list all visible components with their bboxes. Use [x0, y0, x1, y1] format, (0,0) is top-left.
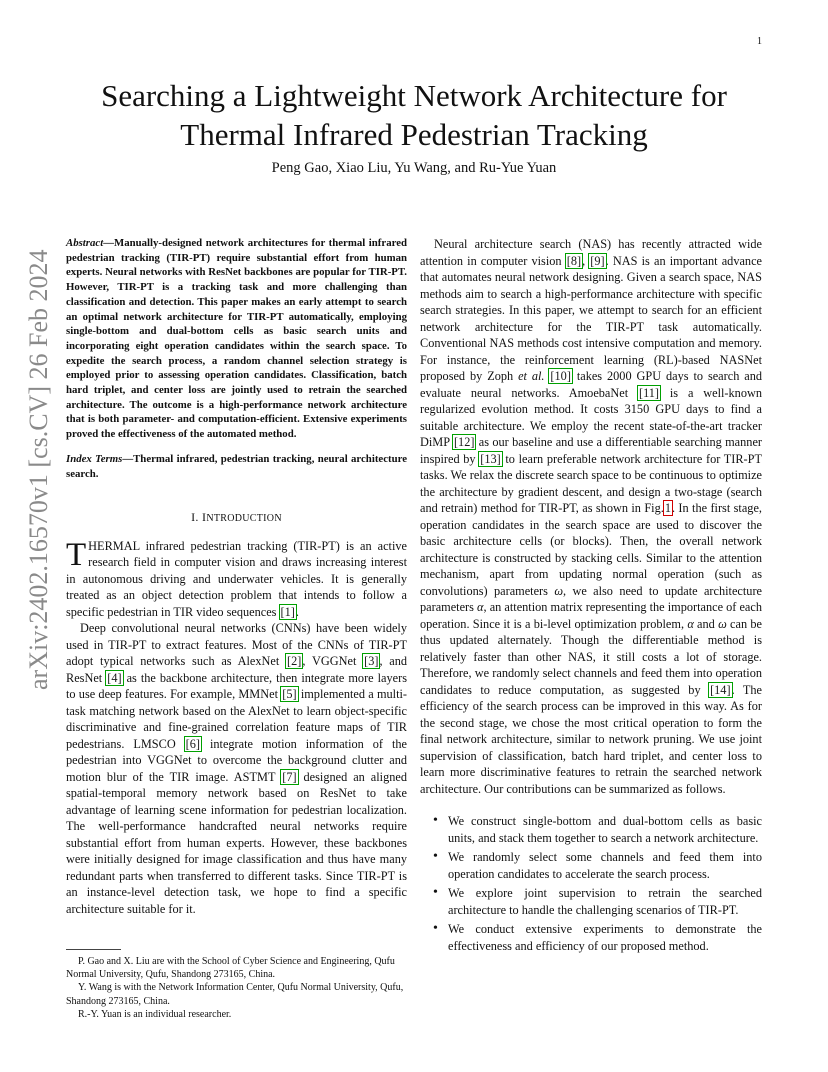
list-item: • We explore joint supervision to retrain the searched architecture to handle the challenging scenarios of TIR-PT. — [446, 885, 762, 918]
footnote-rule — [66, 949, 121, 950]
abstract — [66, 236, 407, 442]
title-line-2: Thermal Infrared Pedestrian Tracking — [180, 117, 648, 152]
drop-cap: T — [66, 536, 87, 573]
intro-p2-text: Deep convolutional neural networks (CNNs) have been widely used in TIR-PT to extract features. Most of the CNNs of TIR-PT adopt typical networks such as AlexNet — [66, 621, 407, 669]
figure-link[interactable]: 1 — [664, 501, 671, 515]
right-p1-text: et al. — [518, 369, 545, 383]
citation-link[interactable]: [4] — [107, 670, 122, 685]
right-p1-text: to learn preferable network architecture for TIR-PT tasks. We relax the discrete search space to be continuous to optimize the architecture by gradient descent, and design a two-stage (search and retrain) method for TIR-PT, as shown in Fig. — [420, 451, 762, 515]
intro-p2-text: implemented a multi-task matching network based on the AlexNet to learn object-specific discriminative and fine-grained correlation feature maps of TIR pedestrians. LMSCO — [66, 687, 408, 751]
footnote-3: R.-Y. Yuan is an individual researcher. — [78, 1008, 232, 1020]
left-column — [66, 236, 407, 917]
citation-link[interactable]: [12] — [453, 435, 475, 449]
contributions-list — [420, 813, 762, 954]
title-line-1: Searching a Lightweight Network Architecture for — [101, 78, 727, 113]
citation-link[interactable]: [9] — [590, 253, 605, 268]
right-p1-text: , an attention matrix representing the importance of each operation. Since it is a bi-level optimization problem, — [420, 600, 763, 631]
arxiv-identifier-text[interactable]: arXiv:2402.16570v1 [cs.CV] 26 Feb 2024 — [24, 249, 53, 690]
math-symbol: α — [687, 616, 694, 631]
citation-link[interactable]: [10] — [550, 369, 571, 383]
authors: Peng Gao, Xiao Liu, Yu Wang, and Ru-Yue Yuan — [271, 160, 557, 176]
right-p1-text: Neural architecture search (NAS) has recently attracted wide attention in computer vision — [420, 237, 762, 268]
intro-p2-text: , VGGNet — [302, 654, 364, 669]
right-p1-text: and — [693, 616, 719, 631]
list-item: • We randomly select some channels and feed them into operation candidates to accelerate the search process. — [446, 849, 762, 882]
abstract-text: —Manually-designed network architectures for thermal infrared pedestrian tracking (TIR-PT) require substantial effort from human experts. Neural networks with ResNet backbones are popular for TIR-PT. However, TIR-PT is a tracking task and more challenging than classification and detection. This paper makes an early attempt to search an optimal network architecture for TIR-PT automatically, employing single-bottom and dual-bottom cells as basic search units and incorporating eight operation candidates within the search space. To expedite the search process, a random channel selection strategy is employed prior to assessing operation candidates. Classification, batch hard triplet, and center loss are jointly used to retrain the searched architecture. The outcome is a high-performance network architecture that is both parameter- and computation-efficient. Extensive experiments proved the effectiveness of the automated method. — [66, 237, 407, 441]
citation-link[interactable]: [13] — [480, 451, 501, 466]
index-terms — [66, 452, 407, 481]
index-terms-text: —Thermal infrared, pedestrian tracking, neural architecture search. — [66, 452, 407, 480]
right-p1-text: , we also need to update architecture parameters — [420, 583, 763, 614]
intro-p1-end: . — [295, 604, 299, 619]
right-p1-text: is a well-known regularized evolution method. It costs 3150 GPU days to find a suitable architecture. We employ the recent state-of-the-art tracker DiMP — [420, 385, 762, 449]
citation-link[interactable]: [14] — [710, 682, 731, 697]
right-column — [420, 236, 762, 957]
page-number: 1 — [757, 36, 762, 47]
citation-link[interactable]: [5] — [282, 687, 297, 702]
citation-link[interactable]: [2] — [287, 654, 302, 669]
index-terms-lead: Index Terms — [66, 452, 123, 465]
footnotes — [66, 949, 407, 1021]
math-symbol: ω — [554, 583, 563, 598]
citation-link[interactable]: [1] — [280, 604, 295, 619]
section-heading-rest: NTRODUCTION — [206, 513, 282, 525]
math-symbol: ω — [718, 616, 727, 631]
citation-link[interactable]: [7] — [282, 769, 297, 784]
math-symbol: α — [477, 600, 484, 614]
citation-link[interactable]: [11] — [639, 385, 660, 400]
intro-p2-text: as the backbone architecture, then integrate more layers to use deep features. For example, MMNet — [66, 670, 407, 702]
right-p1-text: takes 2000 GPU days to search and evaluate neural networks. AmoebaNet — [420, 369, 763, 400]
section-heading-introduction — [66, 509, 407, 528]
list-item: • We conduct extensive experiments to demonstrate the effectiveness and efficiency of our proposed method. — [446, 921, 762, 954]
intro-p2-text: , and ResNet — [66, 654, 407, 685]
intro-paragraph-1 — [66, 538, 407, 621]
right-p1-text: as our baseline and use a differentiable searching manner inspired by — [420, 435, 762, 466]
citation-link[interactable]: [3] — [364, 654, 379, 669]
citation-link[interactable]: [8] — [566, 253, 582, 268]
right-p1-text: . The efficiency of the search process can be improved in this way. As for the second stage, we chose the most critical operation to form the final network architecture, similar to network pruning. We use joint supervision of classification, batch hard triplet, and center loss to learn more discriminative features to retrain the searched network architecture. Our contributions can be summarized as follows. — [420, 682, 762, 796]
right-p1-text: , — [582, 253, 590, 268]
list-item: • We construct single-bottom and dual-bottom cells as basic units, and stack them together to search a network architecture. — [446, 813, 762, 846]
intro-paragraph-2 — [66, 620, 407, 917]
right-paragraph-1 — [420, 236, 762, 797]
intro-p1-text: HERMAL infrared pedestrian tracking (TIR-PT) is an active research field in computer vision and draws increasing interest in autonomous driving and underwater vehicles. It is generally treated as an object detection problem that intends to follow a specific pedestrian in TIR video sequences — [66, 538, 407, 619]
section-heading-num: I. I — [191, 510, 207, 525]
citation-link[interactable]: [6] — [185, 736, 201, 751]
footnote-2: Y. Wang is with the Network Information Center, Qufu Normal University, Qufu, Shandong 273165, China. — [66, 982, 404, 1007]
paper-title — [40, 76, 788, 154]
right-p1-text: . NAS is an important advance that automates neural network designing. Given a search space, NAS methods aim to search a high-performance architecture with specific search strategies. In this paper, we attempt to search for an efficient network architecture for the TIR-PT task automatically. Conventional NAS methods cost intensive computation and memory. For instance, the reinforcement learning (RL)-based NASNet proposed by Zoph — [420, 253, 762, 383]
right-p1-text: can be thus updated alternately. Though the differentiable method is relatively faster than other NAS, it still costs a lot of storage. Therefore, we randomly select channels and feed them into operation candidates to reduce computation, as suggested by — [420, 616, 763, 697]
right-p1-text: . In the first stage, operation candidates in the search space are used to discover the basic architecture cells (or blocks). Then, the overall network architecture is constructed by stacking cells. Similar to the attention mechanism, apart from updating normal operation (such as convolutions) parameters — [420, 501, 762, 598]
abstract-lead: Abstract — [66, 237, 104, 249]
intro-p2-text: integrate motion information of the pedestrian into VGGNet to overcome the background clutter and motion blur of the TIR image. ASTMT — [66, 736, 407, 784]
intro-p2-text: designed an aligned spatial-temporal memory network based on ResNet to take advantage of learning scene information for pedestrian localization. The well-performance handcrafted neural networks require substantial effort from human experts. However, these backbones were initially designed for image classification and thus have many redundant parts when transferred to different tasks. Since TIR-PT is an instance-level detection task, we hope to find a specific architecture suitable for it. — [66, 769, 407, 916]
footnote-1: P. Gao and X. Liu are with the School of Cyber Science and Engineering, Qufu Normal University, Qufu, Shandong 273165, China. — [66, 956, 395, 981]
